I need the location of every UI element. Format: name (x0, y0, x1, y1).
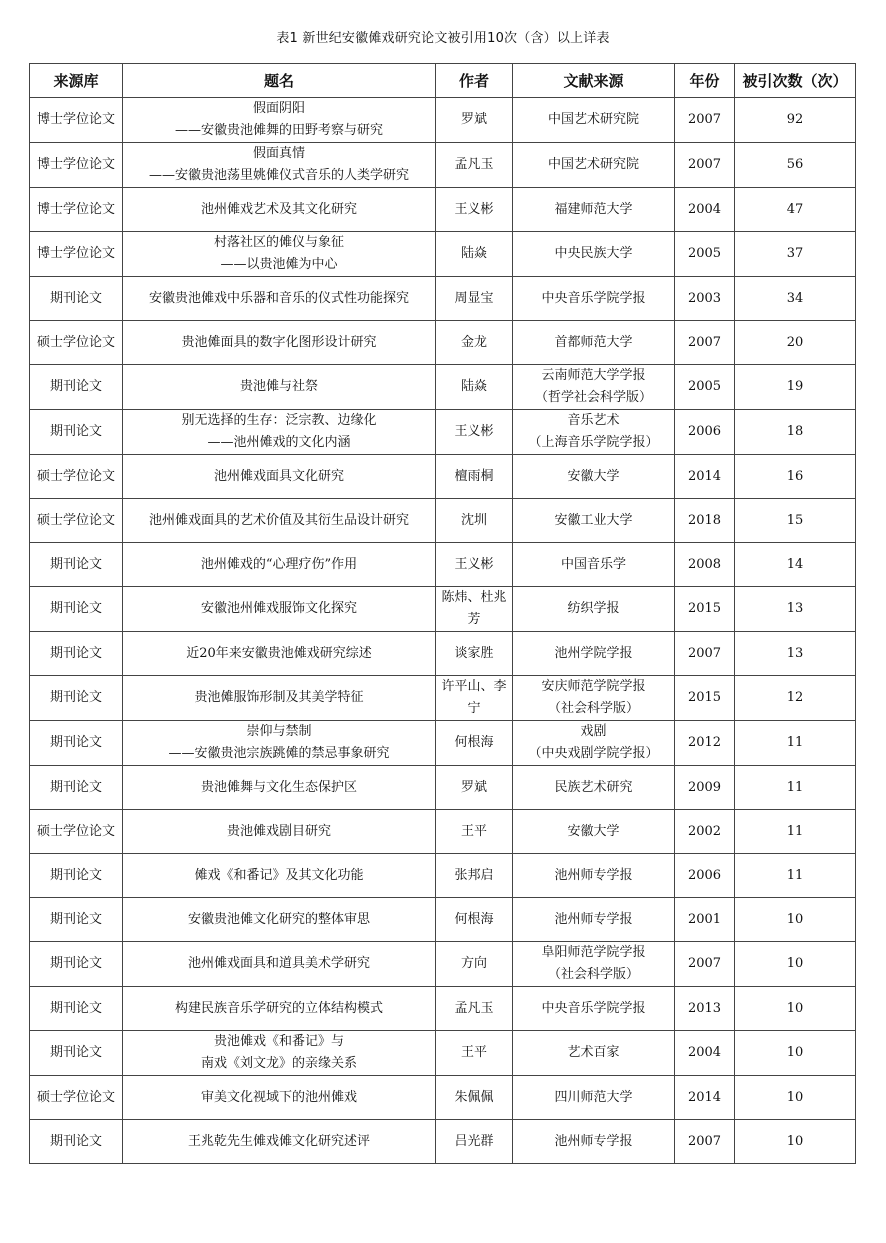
cell-title-line: 崇仰与禁制 (246, 724, 312, 739)
table-row (30, 942, 856, 987)
cell-source-db: 博士学位论文 (30, 143, 123, 188)
cell-title-line: 审美文化视域下的池州傩戏 (200, 1089, 357, 1105)
cell-venue (513, 232, 675, 277)
cell-year: 2009 (675, 766, 735, 810)
header-title: 题名 (123, 64, 436, 98)
cell-venue-line: （社会科学版） (547, 967, 639, 982)
cell-venue (513, 277, 675, 321)
cell-venue-line: 池州学院学报 (554, 645, 633, 661)
cell-year: 2018 (675, 499, 735, 543)
cell-venue (513, 1031, 675, 1076)
cell-year: 2015 (675, 676, 735, 721)
cell-title-line: 池州傩戏面具文化研究 (213, 468, 344, 484)
table-row (30, 721, 856, 766)
cell-venue-line: 阜阳师范学院学报 (541, 945, 646, 960)
cell-venue-line: 池州师专学报 (554, 1133, 633, 1149)
cell-title (123, 587, 436, 632)
cell-title (123, 410, 436, 455)
cell-citations: 10 (735, 987, 856, 1031)
cell-title-line: 假面阴阳 (252, 101, 305, 116)
cell-year: 2004 (675, 188, 735, 232)
cell-citations: 92 (735, 98, 856, 143)
cell-title (123, 766, 436, 810)
cell-venue (513, 987, 675, 1031)
cell-venue-line: 池州师专学报 (554, 911, 633, 927)
cell-citations: 13 (735, 632, 856, 676)
cell-title-line: 假面真情 (252, 146, 305, 161)
cell-year: 2006 (675, 410, 735, 455)
cell-source-db: 期刊论文 (30, 942, 123, 987)
cell-title-line: ——以贵池傩为中心 (220, 257, 338, 272)
cell-author: 方向 (436, 942, 513, 987)
cell-year: 2001 (675, 898, 735, 942)
table-row (30, 987, 856, 1031)
table-row (30, 632, 856, 676)
cell-title (123, 854, 436, 898)
cell-title-line: 贵池傩服饰形制及其美学特征 (194, 690, 364, 705)
cell-source-db: 期刊论文 (30, 676, 123, 721)
cell-title-line: 贵池傩戏剧目研究 (226, 823, 331, 839)
header-row (30, 64, 856, 98)
cell-author: 罗斌 (436, 98, 513, 143)
cell-title-line: 池州傩戏艺术及其文化研究 (200, 201, 357, 217)
cell-citations: 14 (735, 543, 856, 587)
cell-title-line: ——安徽贵池荡里姚傩仪式音乐的人类学研究 (148, 168, 409, 183)
table-caption: 表1 新世纪安徽傩戏研究论文被引用10次（含）以上详表 (276, 31, 610, 46)
cell-citations: 10 (735, 898, 856, 942)
cell-year: 2012 (675, 721, 735, 766)
table-row (30, 410, 856, 455)
cell-title-line: 池州傩戏面具的艺术价值及其衍生品设计研究 (148, 512, 409, 528)
cell-title-line: 南戏《刘文龙》的亲缘关系 (200, 1056, 357, 1071)
table-row (30, 499, 856, 543)
cell-venue-line: （中央戏剧学院学报） (528, 746, 659, 761)
cell-title (123, 321, 436, 365)
cell-author: 罗斌 (436, 766, 513, 810)
cell-author: 王义彬 (436, 543, 513, 587)
cell-author: 孟凡玉 (436, 143, 513, 188)
cell-venue-line: 中国艺术研究院 (547, 112, 639, 127)
cell-title (123, 676, 436, 721)
cell-author: 王义彬 (436, 188, 513, 232)
cell-citations: 10 (735, 1031, 856, 1076)
cell-title (123, 499, 436, 543)
cell-venue-line: （上海音乐学院学报） (528, 435, 659, 450)
cell-source-db: 硕士学位论文 (30, 810, 123, 854)
cell-venue-line: 池州师专学报 (554, 867, 633, 883)
cell-citations: 56 (735, 143, 856, 188)
cell-venue (513, 898, 675, 942)
cell-venue (513, 410, 675, 455)
cell-author: 许平山、李宁 (436, 676, 513, 721)
cell-year: 2007 (675, 942, 735, 987)
cell-citations: 12 (735, 676, 856, 721)
cell-citations: 11 (735, 854, 856, 898)
cell-venue-line: 中国艺术研究院 (547, 157, 639, 172)
cell-citations: 10 (735, 942, 856, 987)
cell-author: 何根海 (436, 898, 513, 942)
cell-source-db: 期刊论文 (30, 898, 123, 942)
cell-title (123, 810, 436, 854)
cell-venue (513, 455, 675, 499)
cell-venue (513, 143, 675, 188)
cell-venue (513, 499, 675, 543)
cell-citations: 10 (735, 1076, 856, 1120)
cell-author: 陆焱 (436, 365, 513, 410)
header-citations: 被引次数（次） (735, 64, 856, 98)
cell-citations: 18 (735, 410, 856, 455)
cell-citations: 11 (735, 766, 856, 810)
cell-title-line: 村落社区的傩仪与象征 (213, 235, 344, 250)
table-row (30, 232, 856, 277)
cell-year: 2007 (675, 1120, 735, 1164)
cell-source-db: 期刊论文 (30, 766, 123, 810)
cell-source-db: 期刊论文 (30, 410, 123, 455)
cell-source-db: 期刊论文 (30, 854, 123, 898)
cell-title-line: ——池州傩戏的文化内涵 (207, 435, 351, 450)
cell-author: 孟凡玉 (436, 987, 513, 1031)
cell-citations: 47 (735, 188, 856, 232)
cell-title (123, 277, 436, 321)
cell-citations: 11 (735, 721, 856, 766)
cell-venue-line: 音乐艺术 (567, 413, 620, 428)
cell-year: 2015 (675, 587, 735, 632)
table-row (30, 365, 856, 410)
cell-title-line: 池州傩戏的“心理疗伤”作用 (200, 556, 358, 572)
cell-venue-line: 纺织学报 (567, 601, 620, 616)
cell-year: 2005 (675, 232, 735, 277)
table-row (30, 854, 856, 898)
cell-venue (513, 587, 675, 632)
cell-venue-line: （社会科学版） (547, 701, 639, 716)
cell-title-line: 贵池傩戏《和番记》与 (213, 1034, 344, 1049)
cell-year: 2005 (675, 365, 735, 410)
cell-title (123, 898, 436, 942)
cell-title-line: 别无选择的生存：泛宗教、边缘化 (181, 413, 377, 428)
cell-citations: 19 (735, 365, 856, 410)
table-row (30, 143, 856, 188)
cell-venue (513, 543, 675, 587)
cell-title-line: ——安徽贵池傩舞的田野考察与研究 (174, 123, 383, 138)
cell-venue (513, 942, 675, 987)
cell-title (123, 942, 436, 987)
cell-author: 檀雨桐 (436, 455, 513, 499)
cell-year: 2004 (675, 1031, 735, 1076)
cell-venue-line: 民族艺术研究 (554, 779, 633, 795)
table-row (30, 587, 856, 632)
header-year: 年份 (675, 64, 735, 98)
cell-source-db: 硕士学位论文 (30, 499, 123, 543)
cell-venue-line: 安徽工业大学 (554, 512, 633, 528)
cell-author: 朱佩佩 (436, 1076, 513, 1120)
citation-table (29, 63, 856, 1164)
header-venue: 文献来源 (513, 64, 675, 98)
cell-venue-line: 安徽大学 (567, 468, 620, 484)
cell-venue-line: 中国音乐学 (560, 556, 626, 572)
cell-venue (513, 676, 675, 721)
cell-title-line: 贵池傩与社祭 (239, 379, 318, 394)
cell-source-db: 期刊论文 (30, 1031, 123, 1076)
cell-author: 周显宝 (436, 277, 513, 321)
cell-source-db: 期刊论文 (30, 1120, 123, 1164)
cell-title (123, 98, 436, 143)
cell-title (123, 143, 436, 188)
cell-title (123, 632, 436, 676)
table-row (30, 277, 856, 321)
cell-title-line: 安徽池州傩戏服饰文化探究 (200, 601, 357, 616)
cell-citations: 34 (735, 277, 856, 321)
table-body (30, 98, 856, 1164)
cell-venue-line: 中央民族大学 (554, 246, 633, 261)
cell-venue (513, 721, 675, 766)
cell-year: 2003 (675, 277, 735, 321)
cell-title (123, 365, 436, 410)
table-row (30, 321, 856, 365)
cell-source-db: 期刊论文 (30, 721, 123, 766)
cell-author: 王平 (436, 1031, 513, 1076)
cell-venue (513, 1120, 675, 1164)
cell-title (123, 721, 436, 766)
cell-title (123, 1076, 436, 1120)
cell-title (123, 987, 436, 1031)
table-row (30, 1076, 856, 1120)
cell-title (123, 188, 436, 232)
cell-year: 2013 (675, 987, 735, 1031)
cell-year: 2007 (675, 321, 735, 365)
cell-year: 2014 (675, 455, 735, 499)
cell-venue (513, 188, 675, 232)
cell-venue-line: 中央音乐学院学报 (541, 290, 646, 306)
cell-author: 何根海 (436, 721, 513, 766)
cell-author: 张邦启 (436, 854, 513, 898)
table-row (30, 766, 856, 810)
cell-title-line: 贵池傩面具的数字化图形设计研究 (181, 334, 377, 350)
cell-title-line: 安徽贵池傩戏中乐器和音乐的仪式性功能探究 (148, 290, 409, 306)
cell-source-db: 期刊论文 (30, 543, 123, 587)
cell-year: 2006 (675, 854, 735, 898)
cell-venue (513, 810, 675, 854)
cell-title (123, 1120, 436, 1164)
cell-venue-line: （哲学社会科学版） (534, 390, 652, 405)
cell-year: 2008 (675, 543, 735, 587)
table-row (30, 455, 856, 499)
cell-source-db: 硕士学位论文 (30, 455, 123, 499)
table-row (30, 543, 856, 587)
cell-source-db: 期刊论文 (30, 987, 123, 1031)
table-row (30, 898, 856, 942)
cell-venue (513, 766, 675, 810)
cell-venue-line: 安庆师范学院学报 (541, 679, 646, 694)
cell-author: 金龙 (436, 321, 513, 365)
cell-citations: 15 (735, 499, 856, 543)
cell-venue-line: 安徽大学 (567, 823, 620, 839)
cell-citations: 16 (735, 455, 856, 499)
cell-venue-line: 云南师范大学学报 (541, 368, 646, 383)
cell-title-line: 安徽贵池傩文化研究的整体审思 (187, 911, 370, 927)
cell-author: 陆焱 (436, 232, 513, 277)
table-row (30, 188, 856, 232)
cell-year: 2007 (675, 632, 735, 676)
header-author: 作者 (436, 64, 513, 98)
table-row (30, 676, 856, 721)
cell-source-db: 博士学位论文 (30, 98, 123, 143)
cell-title (123, 543, 436, 587)
cell-citations: 37 (735, 232, 856, 277)
cell-source-db: 期刊论文 (30, 365, 123, 410)
cell-venue-line: 四川师范大学 (554, 1089, 633, 1105)
cell-title (123, 232, 436, 277)
cell-author: 王义彬 (436, 410, 513, 455)
cell-author: 沈圳 (436, 499, 513, 543)
cell-author: 谈家胜 (436, 632, 513, 676)
table-row (30, 810, 856, 854)
cell-venue (513, 1076, 675, 1120)
cell-source-db: 期刊论文 (30, 587, 123, 632)
cell-title-line: 贵池傩舞与文化生态保护区 (200, 779, 357, 795)
cell-venue (513, 98, 675, 143)
table-row (30, 1031, 856, 1076)
cell-source-db: 硕士学位论文 (30, 1076, 123, 1120)
cell-source-db: 硕士学位论文 (30, 321, 123, 365)
cell-venue (513, 854, 675, 898)
cell-venue-line: 艺术百家 (567, 1045, 620, 1060)
cell-source-db: 期刊论文 (30, 632, 123, 676)
cell-venue (513, 632, 675, 676)
cell-title (123, 455, 436, 499)
cell-venue-line: 福建师范大学 (554, 201, 633, 217)
cell-title-line: 池州傩戏面具和道具美术学研究 (187, 956, 370, 971)
cell-year: 2007 (675, 143, 735, 188)
cell-title (123, 1031, 436, 1076)
table-row (30, 1120, 856, 1164)
cell-year: 2014 (675, 1076, 735, 1120)
cell-author: 王平 (436, 810, 513, 854)
cell-title-line: 王兆乾先生傩戏傩文化研究述评 (187, 1133, 370, 1149)
header-source-db: 来源库 (30, 64, 123, 98)
cell-citations: 10 (735, 1120, 856, 1164)
cell-year: 2002 (675, 810, 735, 854)
cell-venue (513, 365, 675, 410)
cell-title-line: ——安徽贵池宗族跳傩的禁忌事象研究 (168, 746, 390, 761)
cell-venue-line: 戏剧 (580, 724, 607, 739)
cell-source-db: 期刊论文 (30, 277, 123, 321)
table-row (30, 98, 856, 143)
cell-citations: 11 (735, 810, 856, 854)
cell-source-db: 博士学位论文 (30, 232, 123, 277)
cell-title-line: 构建民族音乐学研究的立体结构模式 (174, 1000, 383, 1016)
cell-citations: 13 (735, 587, 856, 632)
cell-source-db: 博士学位论文 (30, 188, 123, 232)
cell-title-line: 近20年来安徽贵池傩戏研究综述 (186, 645, 372, 661)
cell-venue (513, 321, 675, 365)
cell-author: 吕光群 (436, 1120, 513, 1164)
cell-author: 陈炜、杜兆芳 (436, 587, 513, 632)
cell-venue-line: 中央音乐学院学报 (541, 1000, 646, 1016)
cell-venue-line: 首都师范大学 (554, 334, 633, 350)
cell-citations: 20 (735, 321, 856, 365)
cell-title-line: 傩戏《和番记》及其文化功能 (194, 867, 364, 883)
cell-year: 2007 (675, 98, 735, 143)
